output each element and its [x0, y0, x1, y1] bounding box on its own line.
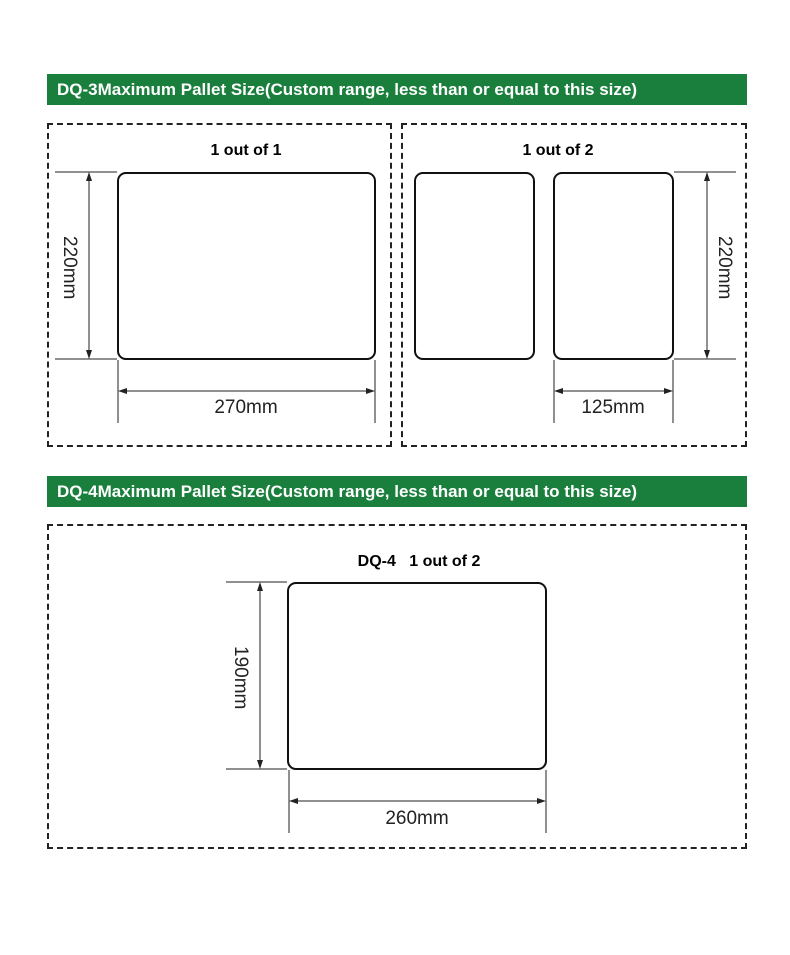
dq4-section-header: DQ-4Maximum Pallet Size(Custom range, less than or equal to this size)	[47, 476, 747, 507]
dq4-width-label: 260mm	[385, 808, 449, 829]
dq3-pallet-full	[117, 172, 376, 360]
dq3-pallet-left	[414, 172, 535, 360]
dq4-height-label: 190mm	[230, 646, 251, 710]
dq3-pallet-right	[553, 172, 674, 360]
dq4-panel-title: DQ-4 1 out of 2	[357, 553, 481, 570]
dq3-panel-2-title: 1 out of 2	[522, 142, 594, 159]
dq3-panel-1-height-label: 220mm	[59, 236, 80, 300]
dq3-panel-2-height-label: 220mm	[714, 236, 735, 300]
dq3-panel-1-width-label: 270mm	[214, 397, 278, 418]
dq3-panel-1-title: 1 out of 1	[210, 142, 282, 159]
dq3-section-header: DQ-3Maximum Pallet Size(Custom range, less than or equal to this size)	[47, 74, 747, 105]
dq3-panel-2-width-label: 125mm	[581, 397, 645, 418]
dq4-pallet	[287, 582, 547, 770]
